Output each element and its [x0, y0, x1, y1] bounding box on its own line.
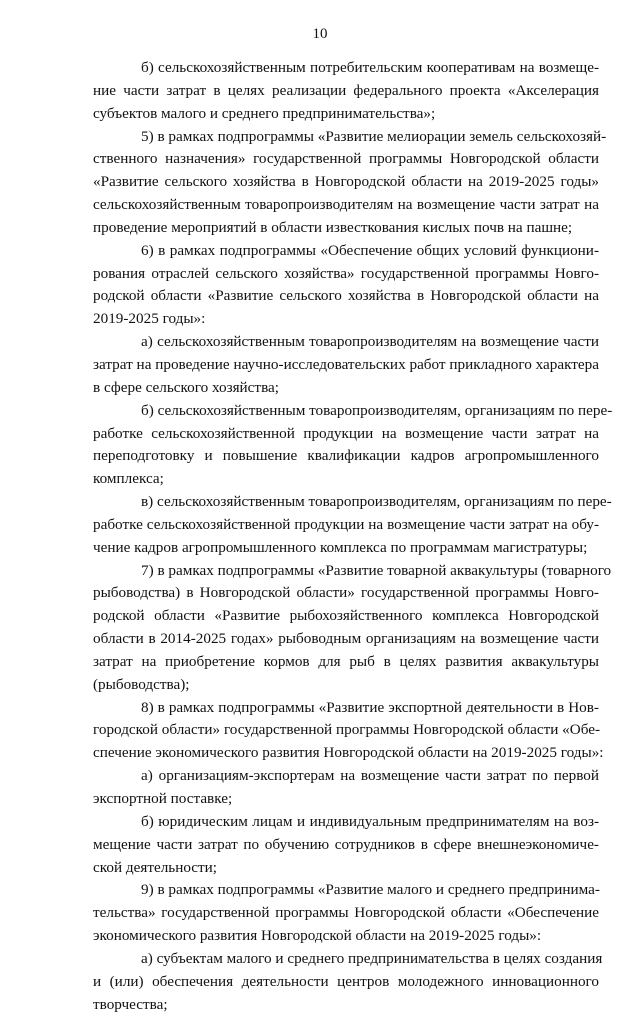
paragraph [93, 240, 599, 331]
text-line: области в 2014-2025 годах» рыбоводным организациям на возмещение части [93, 630, 599, 648]
text-line: и (или) обеспечения деятельности центров молодежного инновационного [93, 972, 599, 990]
text-line: экономического развития Новгородской области на 2019-2025 годы»: [93, 927, 542, 945]
text-line: родской области «Развитие рыбохозяйственного комплекса Новгородской [93, 607, 599, 625]
text-line: «Развитие сельского хозяйства в Новгородской области на 2019-2025 годы» [93, 173, 599, 191]
text-line: проведение мероприятий в области известкования кислых почв на пашне; [93, 218, 573, 236]
text-line: затрат на приобретение кормов для рыб в целях развития аквакультуры [93, 652, 599, 670]
text-line: субъектов малого и среднего предпринимательства»; [93, 104, 436, 122]
paragraph [93, 491, 612, 560]
paragraph [93, 948, 603, 1016]
text-line: родской области «Развитие сельского хозяйства в Новгородской области на [93, 287, 599, 305]
text-line: экспортной поставке; [93, 790, 233, 807]
document-body [93, 57, 613, 1016]
text-line: работке сельскохозяйственной продукции на возмещение части затрат на обу- [93, 515, 599, 533]
paragraph [93, 57, 599, 126]
text-line: мещение части затрат по обучению сотрудников в сфере внешнеэкономиче- [93, 835, 599, 853]
text-line: в сфере сельского хозяйства; [93, 378, 279, 396]
text-line: затрат на проведение научно-исследовательских работ прикладного характера [93, 355, 599, 373]
page-number: 10 [312, 26, 328, 42]
paragraph [93, 331, 599, 400]
text-line: ние части затрат в целях реализации федерального проекта «Акселерация [93, 81, 599, 99]
text-line: сельскохозяйственным товаропроизводителям на возмещение части затрат на [93, 196, 599, 214]
text-line: 9) в рамках подпрограммы «Развитие малого и среднего предпринима- [141, 881, 600, 899]
paragraph [93, 400, 613, 491]
text-line: б) сельскохозяйственным потребительским кооперативам на возмеще- [141, 59, 599, 76]
text-line: ской деятельности; [93, 858, 218, 876]
text-line: а) организациям-экспортерам на возмещение части затрат по первой [141, 767, 599, 785]
paragraph [93, 560, 612, 697]
text-line: 7) в рамках подпрограммы «Развитие товарной аквакультуры (товарного [141, 561, 612, 579]
paragraph [93, 126, 607, 240]
text-line: переподготовку и повышение квалификации кадров агропромышленного [93, 447, 599, 465]
paragraph [93, 879, 599, 948]
text-line: б) сельскохозяйственным товаропроизводителям, организациям по пере- [141, 401, 613, 419]
text-line: в) сельскохозяйственным товаропроизводителям, организациям по пере- [141, 493, 612, 511]
text-line: (рыбоводства); [93, 675, 190, 693]
text-line: спечение экономического развития Новгородской области на 2019-2025 годы»: [93, 744, 604, 762]
text-line: б) юридическим лицам и индивидуальным предпринимателям на воз- [141, 812, 599, 830]
text-line: работке сельскохозяйственной продукции на возмещение части затрат на [93, 424, 599, 442]
text-line: 2019-2025 годы»: [93, 310, 206, 328]
text-line: ственного назначения» государственной программы Новгородской области [93, 150, 599, 168]
text-line: чение кадров агропромышленного комплекса по программам магистратуры; [93, 538, 588, 556]
paragraph [93, 765, 599, 811]
paragraph [93, 697, 604, 766]
text-line: комплекса; [93, 470, 164, 488]
paragraph [93, 811, 599, 880]
text-line: 6) в рамках подпрограммы «Обеспечение общих условий функциони- [141, 241, 599, 259]
text-line: городской области» государственной программы Новгородской области «Обе- [93, 721, 601, 739]
text-line: тельства» государственной программы Новгородской области «Обеспечение [93, 904, 599, 922]
text-line: рования отраслей сельского хозяйства» государственной программы Новго- [93, 264, 599, 282]
text-line: а) субъектам малого и среднего предпринимательства в целях создания [141, 949, 603, 967]
text-line: а) сельскохозяйственным товаропроизводителям на возмещение части [141, 333, 599, 351]
text-line: 8) в рамках подпрограммы «Развитие экспортной деятельности в Нов- [141, 698, 599, 716]
text-line: 5) в рамках подпрограммы «Развитие мелиорации земель сельскохозяй- [141, 127, 607, 145]
text-line: рыбоводства) в Новгородской области» государственной программы Новго- [93, 584, 599, 602]
text-line: творчества; [93, 995, 168, 1013]
